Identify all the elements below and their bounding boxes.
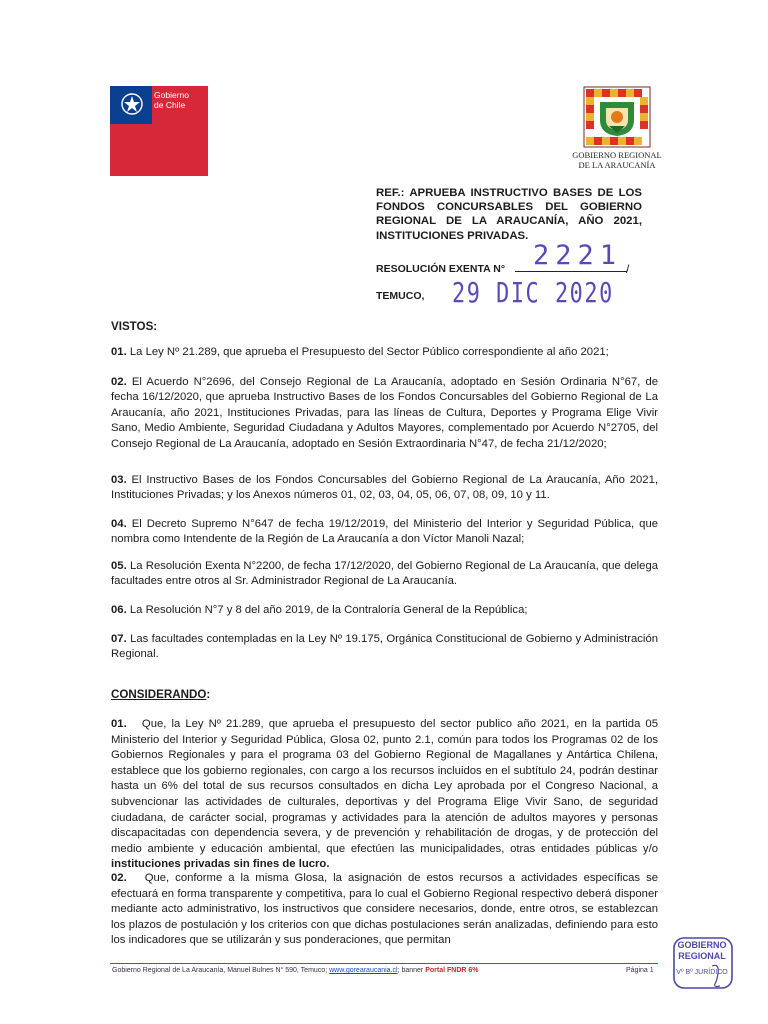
item-number: 04. xyxy=(111,518,127,530)
vistos-item xyxy=(111,345,658,360)
resolution-number-stamp: 2221 xyxy=(533,240,623,271)
item-text: Las facultades contempladas en la Ley Nº 19.175, Orgánica Constitucional de Gobierno y Administración Regional. xyxy=(111,633,659,661)
footer xyxy=(112,967,660,974)
date-stamp: 29 DIC 2020 xyxy=(452,276,614,309)
item-text: La Resolución N°7 y 8 del año 2019, de la Contraloría General de la República; xyxy=(129,604,528,616)
regional-logo-caption xyxy=(562,150,672,170)
item-number: 07. xyxy=(111,633,127,645)
chile-logo-line2: de Chile xyxy=(154,100,186,110)
vistos-item xyxy=(111,632,658,663)
reference-block: REF.: APRUEBA INSTRUCTIVO BASES DE LOS FONDOS CONCURSABLES DEL GOBIERNO REGIONAL DE LA ARAUCANÍA, AÑO 2021, INSTITUCIONES PRIVADAS. xyxy=(376,187,642,242)
regional-caption-line1: GOBIERNO REGIONAL xyxy=(572,150,662,160)
resolution-slash: / xyxy=(626,262,630,276)
paragraph-text: Que, conforme a la misma Glosa, la asignación de estos recursos a actividades específicas se efectuará en forma transparente y competitiva, para lo cual el Gobierno Regional respectivo deberá disponer mediante acto administrativo, los instructivos que considere necesarios, donde, entre otros, se establezcan los plazos de postulación y los criterios con que dichas postulaciones serán analizadas, definiendo para esto los indicadores que se utilizarán y sus ponderaciones, que permitan xyxy=(111,872,658,947)
resolution-underline xyxy=(515,271,627,272)
item-number: 05. xyxy=(111,560,127,572)
footer-divider xyxy=(110,963,658,964)
considerando-heading xyxy=(111,688,210,701)
footer-banner: Portal FNDR 6% xyxy=(425,967,479,974)
stamp-line3: Vº Bº JURÍDICO xyxy=(676,969,728,976)
paragraph-number: 01. xyxy=(111,718,127,730)
item-number: 03. xyxy=(111,474,127,486)
stamp-line1: GOBIERNO xyxy=(677,940,727,950)
vistos-item xyxy=(111,603,658,618)
page-number: Página 1 xyxy=(626,967,654,974)
considerando-colon: : xyxy=(206,688,211,701)
item-text: El Acuerdo N°2696, del Consejo Regional de La Araucanía, adoptado en Sesión Ordinaria N°67, de fecha 16/12/2020, que aprueba Instructivo Bases de los Fondos Concursables del Gobierno Regional de La Araucanía, año 2021, Instituciones Privadas, para las líneas de Cultura, Deportes y Programa Elige Vivir Sano, Medio Ambiente, Seguridad Ciudadana y Adultos Mayores, complementado por Acuerdo N°2705, del Consejo Regional de La Araucanía, adoptado en Sesión Extraordinaria N°47, de fecha 21/12/2020; xyxy=(111,376,659,450)
item-number: 02. xyxy=(111,376,127,388)
considerando-title: CONSIDERANDO xyxy=(111,688,207,701)
footer-banner-prefix: ; banner xyxy=(397,967,424,974)
considerando-paragraph-2 xyxy=(111,871,658,949)
chile-crest-icon xyxy=(118,90,146,120)
item-text: El Decreto Supremo N°647 de fecha 19/12/2019, del Ministerio del Interior y Seguridad Pública, que nombra como Intendente de la Región de La Araucanía a don Víctor Manoli Nazal; xyxy=(111,518,659,546)
footer-website-link[interactable]: www.gorearaucania.cl xyxy=(329,967,398,974)
stamp-line2: REGIONAL xyxy=(678,951,726,961)
chile-logo-line1: Gobierno xyxy=(154,90,189,100)
paragraph-number: 02. xyxy=(111,872,127,884)
vistos-item xyxy=(111,517,658,548)
gobierno-regional-araucania-logo xyxy=(562,86,672,178)
place-label: TEMUCO, xyxy=(376,290,425,302)
gobierno-de-chile-logo xyxy=(110,86,208,176)
footer-address: Gobierno Regional de La Araucanía, Manuel Bulnes N° 590, Temuco; xyxy=(112,967,328,974)
item-text: La Ley Nº 21.289, que aprueba el Presupuesto del Sector Público correspondiente al año 2021; xyxy=(129,346,609,358)
resolution-label: RESOLUCIÓN EXENTA N° xyxy=(376,263,506,275)
item-text: La Resolución Exenta N°2200, de fecha 17/12/2020, del Gobierno Regional de La Araucanía, que delega facultades entre otros al Sr. Administrador Regional de La Araucanía. xyxy=(111,560,659,588)
considerando-paragraph-1 xyxy=(111,717,658,873)
chile-logo-text xyxy=(154,90,189,110)
vistos-item xyxy=(111,375,658,452)
item-number: 06. xyxy=(111,604,127,616)
araucania-emblem-icon xyxy=(583,86,651,148)
paragraph-text: Que, la Ley Nº 21.289, que aprueba el presupuesto del sector publico año 2021, en la partida 05 Ministerio del Interior y Seguridad Pública, Glosa 02, punto 2.1, común para todos los Programas 02 de los Gobiernos Regionales y para el programa 03 del Gobierno Regional de Magallanes y Antártica Chilena, establece que los gobierno regionales, con cargo a los recursos incluidos en el subtítulo 24, podrán destinar hasta un 6% del total de sus recursos consultados en dicha Ley aprobada por el Congreso Nacional, a subvencionar las actividades de culturales, deportivas y del Programa Elige Vivir Sano, de seguridad ciudadana, de carácter social, programas y actividades para la atención de adultos mayores y personas discapacitadas con dependencia severa, y de prevención y rehabilitación de drogas, y de protección del medio ambiente y educación ambiental, que efectúen las municipalidades, otras entidades públicas y/o xyxy=(111,718,658,855)
item-number: 01. xyxy=(111,346,127,358)
vistos-item xyxy=(111,473,658,504)
regional-caption-line2: DE LA ARAUCANÍA xyxy=(578,160,656,170)
vistos-item xyxy=(111,559,658,590)
juridico-stamp xyxy=(672,936,734,990)
logo-red-base xyxy=(110,124,208,176)
vistos-heading: VISTOS: xyxy=(111,320,158,333)
paragraph-bold-text: instituciones privadas sin fines de lucro. xyxy=(111,858,330,871)
item-text: El Instructivo Bases de los Fondos Concursables del Gobierno Regional de La Araucanía, Año 2021, Instituciones Privadas; y los Anexos números 01, 02, 03, 04, 05, 06, 07, 08, 09, 10 y 11. xyxy=(111,474,659,502)
